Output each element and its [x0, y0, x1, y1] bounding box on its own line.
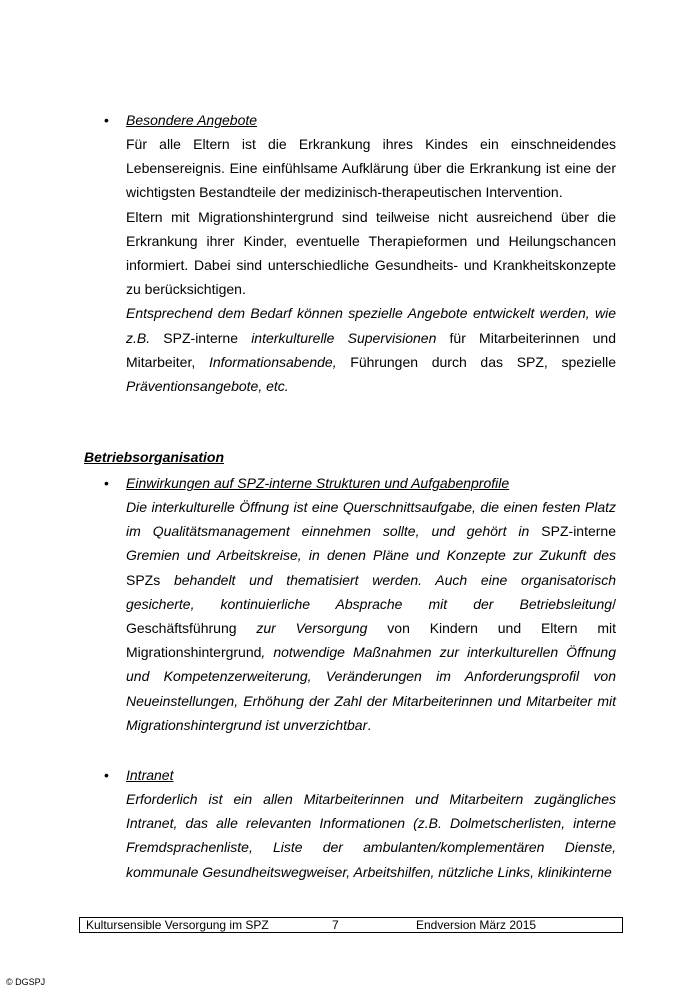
footer-document-title: Kultursensible Versorgung im SPZ [86, 918, 269, 932]
text-run: interkulturelle Supervisionen [251, 329, 437, 346]
section-title: Einwirkungen auf SPZ-interne Strukturen und Aufgabenprofile [126, 475, 510, 491]
text-run: Führungen durch das SPZ, spezielle [336, 353, 616, 370]
text-run: für Mitarbeiterinnen und Mitarbeiter, [126, 329, 616, 370]
paragraph: Eltern mit Migrationshintergrund sind teilweise nicht ausreichend über die Erkrankung ihrer Kinder, eventuelle Therapieformen und Heilungschancen informiert. Dabei sind unterschiedliche Gesundheits- und Krankheitskonzepte zu berücksichtigen. [126, 208, 616, 298]
text-run: , notwendige Maßnahmen zur interkulturellen Öffnung und Kompetenzerweiterung, Veränderungen im Anforderungsprofil von Neueinstellungen, Erhöhung der Zahl der Mitarbeiterinnen und Mitarbeiter mit Migrationshintergrund ist unverzichtbar [126, 644, 616, 733]
paragraph [126, 495, 616, 737]
text-run: zur Versorgung [256, 620, 368, 637]
text-run: SPZ-interne [529, 523, 617, 540]
text-run: SPZs [126, 571, 174, 588]
text-run: / Geschäftsführung [126, 595, 616, 637]
text-run: von Kindern und Eltern mit Migrationshintergrund [126, 620, 617, 661]
paragraph: Für alle Eltern ist die Erkrankung ihres Kindes ein einschneidendes Lebensereignis. Eine einfühlsame Aufklärung über die Erkrankung ist eine der wichtigsten Bestandteile der medizinisch-therapeutischen Intervention. [126, 136, 616, 201]
paragraph [126, 301, 616, 398]
text-run: Informationsabende, [208, 353, 337, 370]
text-run: SPZ-interne [150, 329, 252, 346]
section-einwirkungen [126, 471, 616, 737]
bullet-marker: • [104, 112, 109, 128]
copyright-notice: © DGSPJ [6, 977, 46, 987]
section-heading: Betriebsorganisation [84, 449, 225, 465]
text-run: behandelt und thematisiert werden. Auch eine organisatorisch gesicherte, kontinuierliche Absprache mit der Betriebsleitung [126, 571, 616, 612]
text-run: Entsprechend dem Bedarf können spezielle Angebote entwickelt werden, wie z.B. [126, 305, 616, 346]
text-run: Die interkulturelle Öffnung ist eine Querschnittsaufgabe, die einen festen Platz im Qualitätsmanagement einnehmen sollte, und gehört in [126, 499, 616, 540]
section-besondere-angebote [126, 108, 616, 398]
bullet-marker: • [104, 767, 109, 783]
section-title: Intranet [126, 767, 174, 783]
paragraph: Erforderlich ist ein allen Mitarbeiterinnen und Mitarbeitern zugängliches Intranet, das alle relevanten Informationen (z.B. Dolmetscherlisten, interne Fremdsprachenliste, Liste der ambulanten/komplementären Dienste, kommunale Gesundheitswegweiser, Arbeitshilfen, nützliche Links, klinikinterne [126, 791, 616, 880]
text-run: . [367, 716, 372, 733]
bullet-marker: • [104, 475, 109, 491]
page-footer [79, 917, 623, 933]
text-run: Gremien und Arbeitskreise, in denen Pläne und Konzepte zur Zukunft des [126, 547, 616, 564]
footer-version: Endversion März 2015 [416, 918, 537, 932]
footer-page-number: 7 [332, 918, 339, 932]
section-intranet [126, 763, 616, 884]
section-title: Besondere Angebote [126, 112, 258, 128]
text-run: Präventionsangebote, etc. [126, 378, 289, 395]
